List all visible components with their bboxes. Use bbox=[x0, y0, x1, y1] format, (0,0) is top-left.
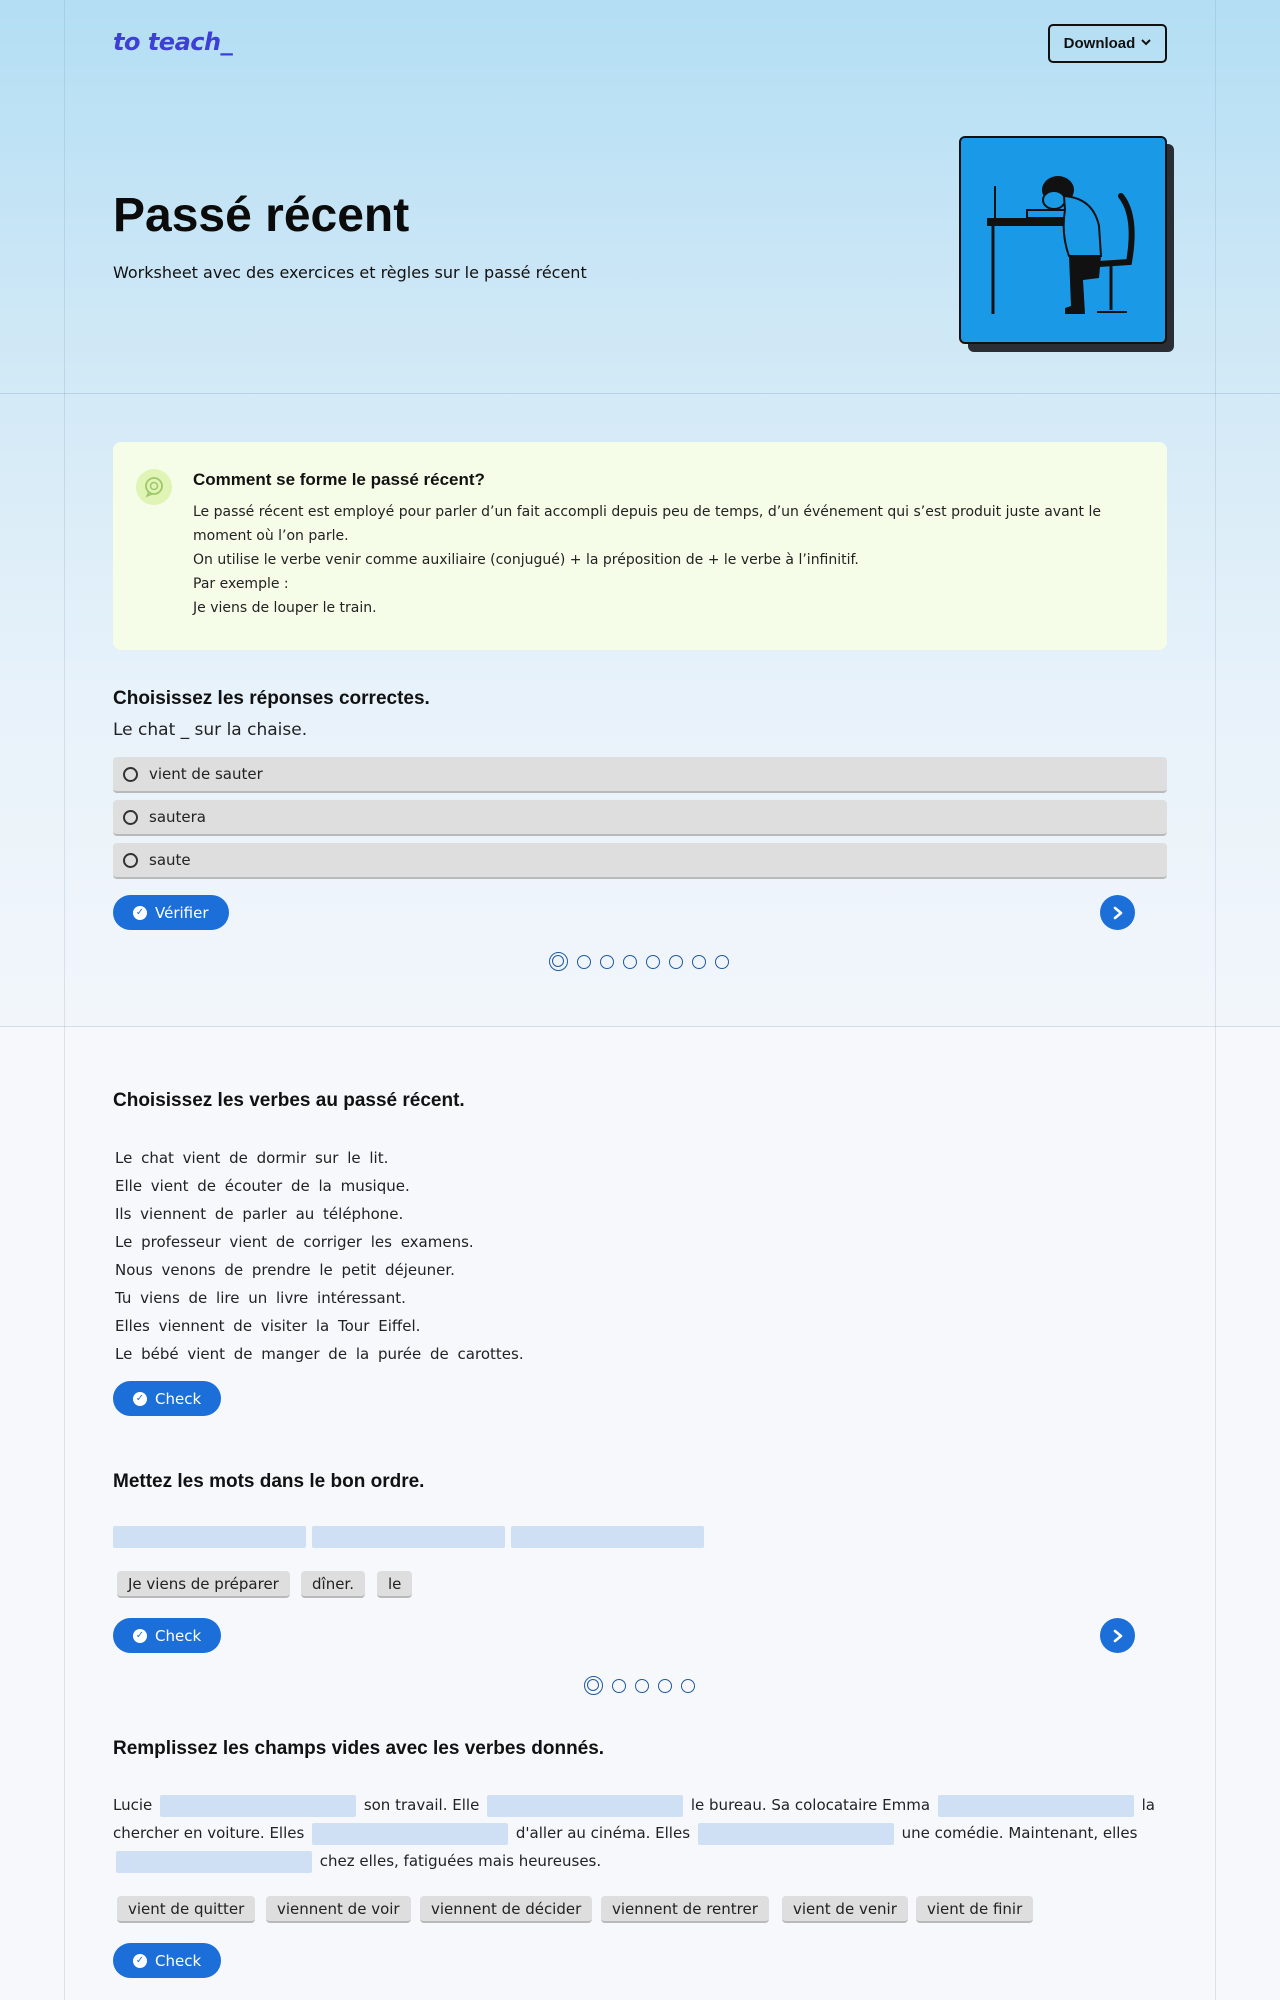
rule-text bbox=[193, 500, 1123, 620]
blank-field[interactable] bbox=[116, 1851, 312, 1873]
next-question-button[interactable] bbox=[1100, 1618, 1135, 1653]
gap-text bbox=[113, 1791, 1167, 1875]
rule-line: Le passé récent est employé pour parler d’un fait accompli depuis peu de temps, d’un événement qui s’est produit juste avant le moment où l’on parle. bbox=[193, 504, 1101, 544]
text-segment: Lucie bbox=[113, 1796, 153, 1814]
pagination-dot-active[interactable] bbox=[584, 1676, 603, 1695]
radio-button[interactable] bbox=[123, 767, 138, 782]
pagination-dot[interactable] bbox=[692, 955, 706, 969]
grid-line bbox=[0, 393, 1280, 394]
pagination-dot[interactable] bbox=[623, 955, 637, 969]
hero-illustration bbox=[959, 136, 1167, 344]
text-segment: son travail. Elle bbox=[363, 1796, 480, 1814]
pagination-dot[interactable] bbox=[577, 955, 591, 969]
sentence[interactable]: Ils viennent de parler au téléphone. bbox=[115, 1205, 404, 1223]
check-circle-icon: ✓ bbox=[133, 1629, 147, 1643]
check-button[interactable] bbox=[113, 1943, 221, 1978]
sentence[interactable]: Elles viennent de visiter la Tour Eiffel. bbox=[115, 1317, 421, 1335]
quiz-title: Choisissez les réponses correctes. bbox=[113, 688, 430, 709]
pagination-dot[interactable] bbox=[715, 955, 729, 969]
pagination-dot[interactable] bbox=[681, 1679, 695, 1693]
chevron-down-icon bbox=[1141, 38, 1151, 49]
answer-slot[interactable] bbox=[312, 1526, 505, 1548]
verb-chip[interactable]: viennent de voir bbox=[266, 1896, 411, 1923]
verify-label: Vérifier bbox=[155, 903, 209, 922]
chevron-right-icon bbox=[1112, 1629, 1124, 1643]
fill-blanks-title: Remplissez les champs vides avec les verbes donnés. bbox=[113, 1738, 605, 1759]
pagination-dot[interactable] bbox=[669, 955, 683, 969]
text-segment: chez elles, fatiguées mais heureuses. bbox=[319, 1852, 602, 1870]
answer-option[interactable] bbox=[113, 800, 1167, 836]
pagination-dot-active[interactable] bbox=[549, 952, 568, 971]
answer-option[interactable] bbox=[113, 843, 1167, 879]
sentence[interactable]: Tu viens de lire un livre intéressant. bbox=[115, 1289, 406, 1307]
blank-field[interactable] bbox=[938, 1795, 1134, 1817]
pagination-dot[interactable] bbox=[635, 1679, 649, 1693]
sentence[interactable]: Le professeur vient de corriger les examens. bbox=[115, 1233, 474, 1251]
answer-option-label: saute bbox=[149, 851, 191, 869]
word-chip[interactable]: dîner. bbox=[301, 1571, 365, 1598]
quiz-pagination bbox=[549, 952, 729, 971]
radio-button[interactable] bbox=[123, 810, 138, 825]
page-title: Passé récent bbox=[113, 189, 410, 242]
sentence[interactable]: Le bébé vient de manger de la purée de carottes. bbox=[115, 1345, 524, 1363]
rule-line: Je viens de louper le train. bbox=[193, 600, 377, 616]
verb-chip[interactable]: viennent de rentrer bbox=[601, 1896, 769, 1923]
download-label: Download bbox=[1063, 35, 1136, 52]
word-chip[interactable]: le bbox=[377, 1571, 412, 1598]
download-button[interactable] bbox=[1048, 24, 1167, 63]
rule-line: Par exemple : bbox=[193, 576, 289, 592]
page-subtitle: Worksheet avec des exercices et règles sur le passé récent bbox=[113, 263, 587, 282]
logo[interactable]: to teach_ bbox=[113, 28, 233, 56]
answer-option-label: sautera bbox=[149, 808, 206, 826]
text-segment: d'aller au cinéma. Elles bbox=[515, 1824, 691, 1842]
word-order-pagination bbox=[584, 1676, 695, 1695]
check-circle-icon: ✓ bbox=[133, 906, 147, 920]
grid-line bbox=[0, 1026, 1280, 1027]
answer-option-label: vient de sauter bbox=[149, 765, 263, 783]
check-button[interactable] bbox=[113, 1381, 221, 1416]
quiz-question: Le chat _ sur la chaise. bbox=[113, 720, 308, 740]
rule-info-box bbox=[113, 442, 1167, 650]
verify-button[interactable] bbox=[113, 895, 229, 930]
check-circle-icon: ✓ bbox=[133, 1392, 147, 1406]
select-verbs-title: Choisissez les verbes au passé récent. bbox=[113, 1090, 465, 1111]
pagination-dot[interactable] bbox=[612, 1679, 626, 1693]
blank-field[interactable] bbox=[160, 1795, 356, 1817]
sentence[interactable]: Elle vient de écouter de la musique. bbox=[115, 1177, 410, 1195]
blank-field[interactable] bbox=[312, 1823, 508, 1845]
grid-line bbox=[1215, 0, 1216, 2000]
next-question-button[interactable] bbox=[1100, 895, 1135, 930]
word-order-title: Mettez les mots dans le bon ordre. bbox=[113, 1471, 425, 1492]
word-chip[interactable]: Je viens de préparer bbox=[117, 1571, 290, 1598]
rule-title: Comment se forme le passé récent? bbox=[193, 470, 485, 489]
check-label: Check bbox=[155, 1626, 202, 1645]
verb-chip[interactable]: viennent de décider bbox=[420, 1896, 592, 1923]
sentence[interactable]: Nous venons de prendre le petit déjeuner. bbox=[115, 1261, 455, 1279]
check-circle-icon: ✓ bbox=[133, 1954, 147, 1968]
check-label: Check bbox=[155, 1951, 202, 1970]
grid-line bbox=[64, 0, 65, 2000]
sentence[interactable]: Le chat vient de dormir sur le lit. bbox=[115, 1149, 389, 1167]
speech-bubble-icon bbox=[136, 469, 172, 505]
text-segment: une comédie. Maintenant, elles bbox=[901, 1824, 1138, 1842]
pagination-dot[interactable] bbox=[646, 955, 660, 969]
verb-chip[interactable]: vient de venir bbox=[782, 1896, 908, 1923]
text-segment: le bureau. Sa colocataire Emma bbox=[690, 1796, 931, 1814]
chevron-right-icon bbox=[1112, 906, 1124, 920]
pagination-dot[interactable] bbox=[658, 1679, 672, 1693]
answer-slot[interactable] bbox=[113, 1526, 306, 1548]
verb-chip[interactable]: vient de finir bbox=[916, 1896, 1033, 1923]
text-segment: la chercher en voiture. Elles bbox=[113, 1796, 1155, 1842]
check-label: Check bbox=[155, 1389, 202, 1408]
rule-line: On utilise le verbe venir comme auxiliaire (conjugué) + la préposition de + le verbe à l’infinitif. bbox=[193, 552, 859, 568]
pagination-dot[interactable] bbox=[600, 955, 614, 969]
verb-chip[interactable]: vient de quitter bbox=[117, 1896, 255, 1923]
answer-slot[interactable] bbox=[511, 1526, 704, 1548]
blank-field[interactable] bbox=[487, 1795, 683, 1817]
radio-button[interactable] bbox=[123, 853, 138, 868]
blank-field[interactable] bbox=[698, 1823, 894, 1845]
person-at-desk-illustration bbox=[961, 138, 1167, 344]
sentence-list bbox=[115, 1144, 524, 1368]
answer-option[interactable] bbox=[113, 757, 1167, 793]
check-button[interactable] bbox=[113, 1618, 221, 1653]
